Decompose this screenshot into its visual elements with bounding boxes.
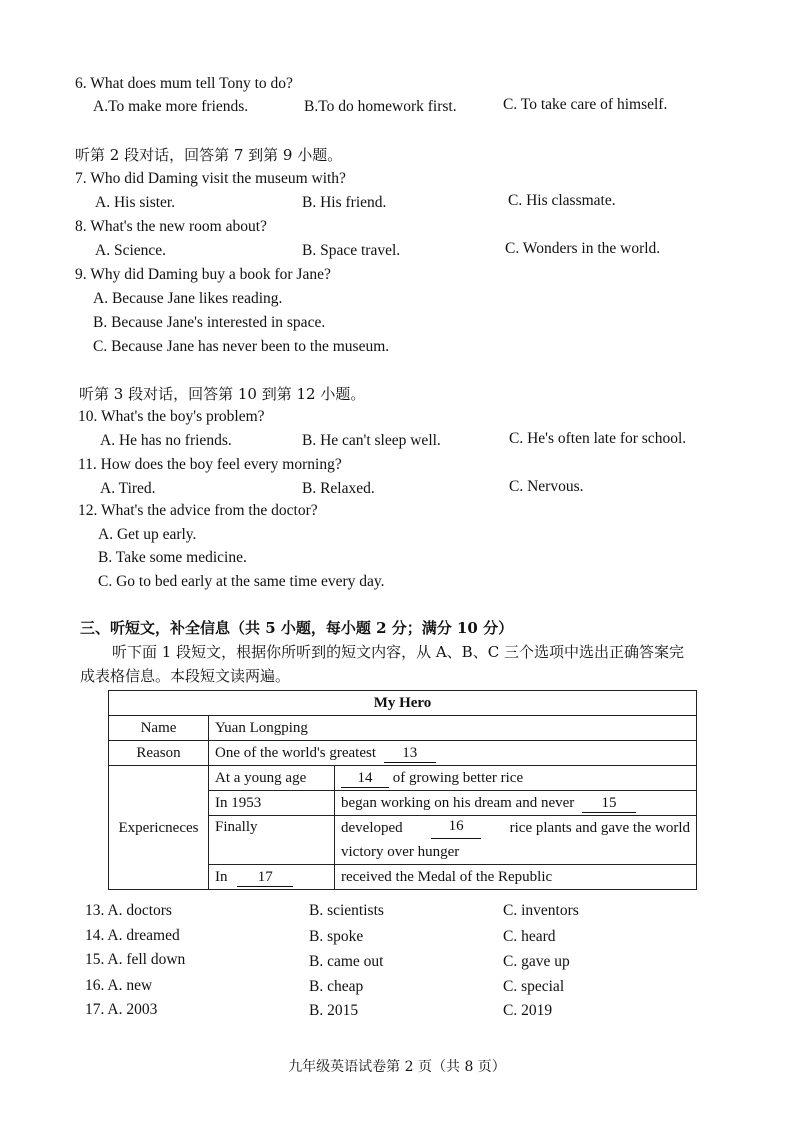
row-3-post: rice plants and gave the world [509, 820, 690, 836]
q8-option-b: B. Space travel. [302, 242, 401, 259]
q6-option-a: A.To make more friends. [93, 98, 249, 115]
blank-13: 13 [384, 744, 436, 763]
row-2-text: began working on his dream and never [341, 795, 575, 811]
q16-option-c: C. special [503, 978, 565, 995]
q14-option-b: B. spoke [309, 928, 364, 945]
reason-text: One of the world's greatest [215, 745, 376, 761]
q13-option-a: 13. A. doctors [85, 902, 172, 919]
q11-question: 11. How does the boy feel every morning? [78, 456, 342, 473]
q8-option-a: A. Science. [95, 242, 167, 259]
section-2-intro: 听第 2 段对话，回答第 7 到第 9 小题。 [75, 146, 343, 164]
row-1-detail [335, 766, 697, 791]
q12-option-a: A. Get up early. [98, 526, 197, 543]
q9-question: 9. Why did Daming buy a book for Jane? [75, 266, 331, 283]
q15-option-c: C. gave up [503, 953, 570, 970]
row-3-line-2: victory over hunger [335, 840, 697, 865]
q12-option-b: B. Take some medicine. [98, 549, 247, 566]
q14-option-c: C. heard [503, 928, 556, 945]
q7-option-a: A. His sister. [95, 194, 176, 211]
q9-option-a: A. Because Jane likes reading. [93, 290, 283, 307]
part-3-instruction-line-1: 听下面 1 段短文，根据你所听到的短文内容，从 A、B、C 三个选项中选出正确答案完 [112, 643, 684, 661]
q7-question: 7. Who did Daming visit the museum with? [75, 170, 346, 187]
my-hero-table [108, 690, 697, 890]
blank-14: 14 [341, 769, 389, 788]
blank-17: 17 [237, 868, 293, 887]
q13-option-c: C. inventors [503, 902, 579, 919]
row-2-time: In 1953 [209, 791, 335, 816]
reason-value [209, 741, 697, 766]
q17-option-b: B. 2015 [309, 1002, 359, 1019]
q12-option-c: C. Go to bed early at the same time every day. [98, 573, 385, 590]
table-title: My Hero [109, 691, 697, 716]
q17-option-a: 17. A. 2003 [85, 1001, 158, 1018]
q15-option-b: B. came out [309, 953, 384, 970]
reason-label: Reason [109, 741, 209, 766]
q6-option-b: B.To do homework first. [304, 98, 457, 115]
experiences-label: Expericneces [109, 766, 209, 890]
row-3-pre: developed [341, 820, 403, 836]
row-1-time: At a young age [209, 766, 335, 791]
blank-15: 15 [582, 794, 636, 813]
part-3-instruction-line-2: 成表格信息。本段短文读两遍。 [80, 667, 291, 685]
name-value: Yuan Longping [209, 716, 697, 741]
section-3-intro: 听第 3 段对话，回答第 10 到第 12 小题。 [79, 385, 366, 403]
row-4-in: In [215, 869, 228, 885]
q10-question: 10. What's the boy's problem? [78, 408, 265, 425]
row-4-detail: received the Medal of the Republic [335, 865, 697, 890]
q16-option-b: B. cheap [309, 978, 364, 995]
row-3-detail [335, 816, 697, 841]
q11-option-b: B. Relaxed. [302, 480, 375, 497]
q7-option-b: B. His friend. [302, 194, 387, 211]
q10-option-b: B. He can't sleep well. [302, 432, 441, 449]
q9-option-b: B. Because Jane's interested in space. [93, 314, 326, 331]
q17-option-c: C. 2019 [503, 1002, 553, 1019]
q9-option-c: C. Because Jane has never been to the museum. [93, 338, 390, 355]
q7-option-c: C. His classmate. [508, 192, 616, 209]
row-4-time [209, 865, 335, 890]
part-3-heading: 三、听短文，补全信息（共 5 小题，每小题 2 分；满分 10 分） [80, 619, 514, 637]
q16-option-a: 16. A. new [85, 977, 153, 994]
q6-option-c: C. To take care of himself. [503, 96, 668, 113]
q13-option-b: B. scientists [309, 902, 384, 919]
q14-option-a: 14. A. dreamed [85, 927, 180, 944]
q15-option-a: 15. A. fell down [85, 951, 186, 968]
q6-question: 6. What does mum tell Tony to do? [75, 75, 293, 92]
q10-option-a: A. He has no friends. [100, 432, 232, 449]
name-label: Name [109, 716, 209, 741]
row-2-detail [335, 791, 697, 816]
q11-option-a: A. Tired. [100, 480, 156, 497]
q8-option-c: C. Wonders in the world. [505, 240, 661, 257]
q12-question: 12. What's the advice from the doctor? [78, 502, 318, 519]
row-1-text: of growing better rice [392, 770, 524, 786]
blank-16: 16 [431, 817, 481, 839]
q8-question: 8. What's the new room about? [75, 218, 267, 235]
q11-option-c: C. Nervous. [509, 478, 584, 495]
row-3-time: Finally [209, 816, 335, 865]
page-footer: 九年级英语试卷第 2 页（共 8 页） [288, 1059, 506, 1075]
q10-option-c: C. He's often late for school. [509, 430, 687, 447]
